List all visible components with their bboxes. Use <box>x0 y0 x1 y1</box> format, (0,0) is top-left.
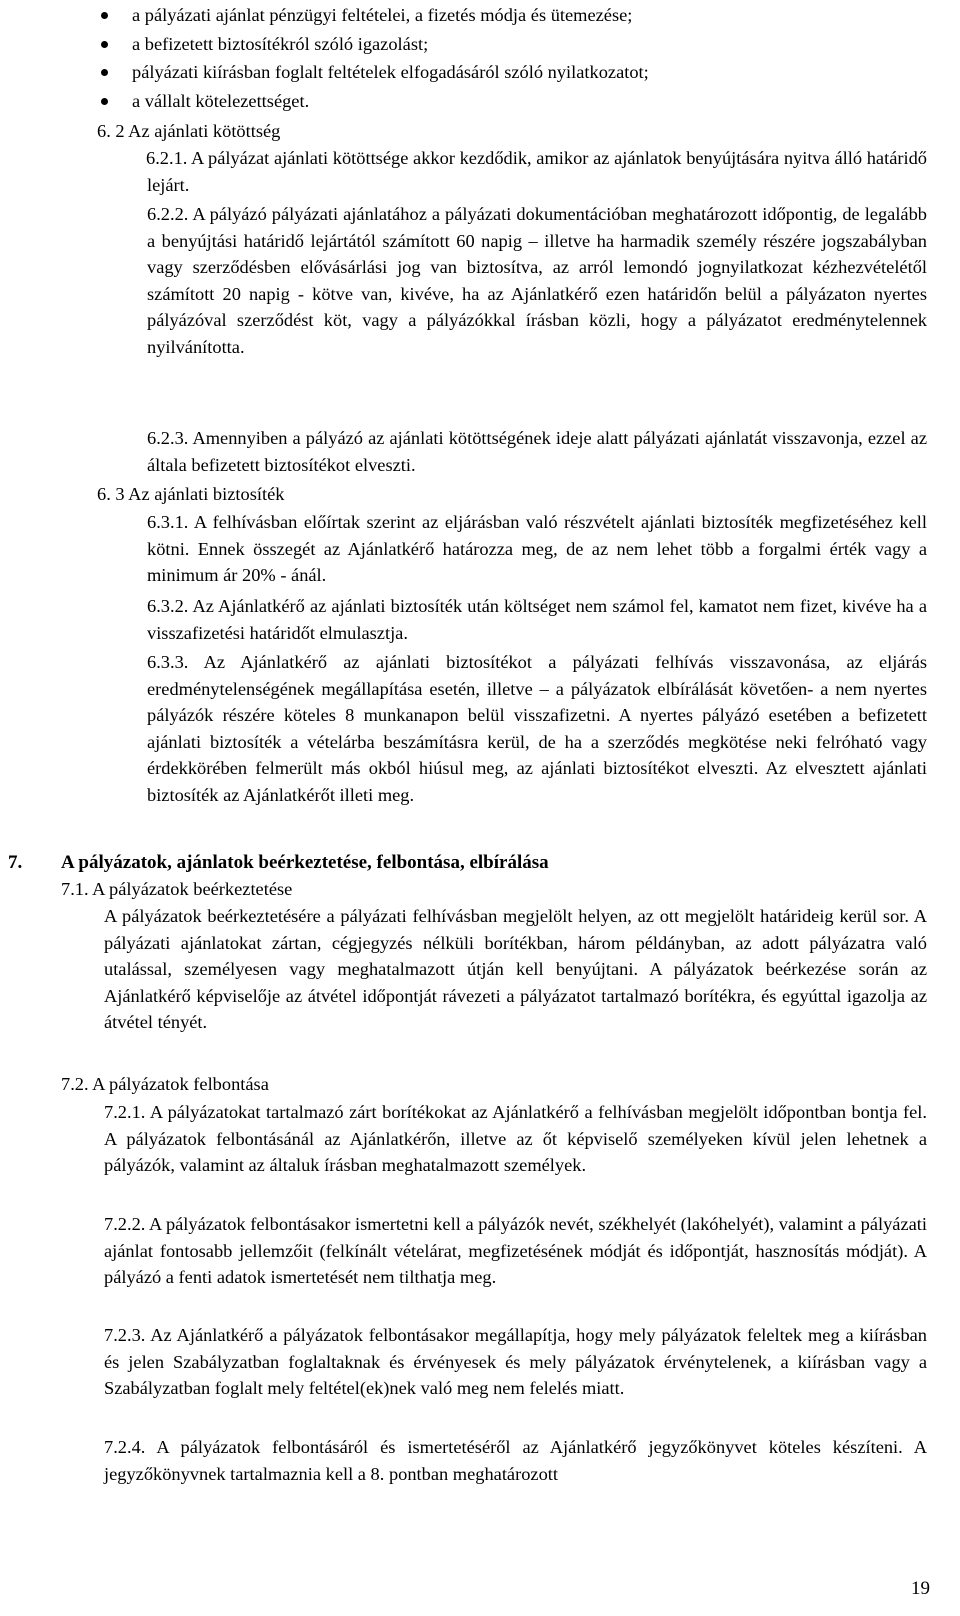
list-item: a befizetett biztosítékról szóló igazolást; <box>98 31 928 60</box>
paragraph-6-3-3: 6.3.3. Az Ajánlatkérő az ajánlati biztosítékot a pályázati felhívás visszavonása, az eljárás eredménytelenségének megállapítása esetén, illetve – a pályázatok elbírálását követően- a nem nyertes pályázók részére köteles 8 munkanapon belül visszafizetni. A nyertes pályázó esetében a befizetett ajánlati biztosíték a vételárba beszámításra kerül, de ha a szerződés megkötése neki felróható vagy érdekkörében felmerült más okból hiúsul meg, az ajánlati biztosítékot elveszti. Az elvesztett ajánlati biztosíték az Ajánlatkérőt illeti meg. <box>147 652 927 805</box>
section-heading-6-2: 6. 2 Az ajánlati kötöttség <box>97 121 281 141</box>
section-heading-7-2: 7.2. A pályázatok felbontása <box>61 1074 269 1094</box>
requirements-list <box>98 2 928 116</box>
list-item: a pályázati ajánlat pénzügyi feltételei, a fizetés módja és ütemezése; <box>98 2 928 31</box>
bullet-icon <box>101 69 108 76</box>
paragraph-6-3-2: 6.3.2. Az Ajánlatkérő az ajánlati biztosíték után költséget nem számol fel, kamatot nem fizet, kivéve ha a visszafizetési határidőt elmulasztja. <box>147 596 927 643</box>
paragraph-6-3-1: 6.3.1. A felhívásban előírtak szerint az eljárásban való részvételt ajánlati biztosíték megfizetéséhez kell kötni. Ennek összegét az Ajánlatkérő határozza meg, de az nem lehet több a forgalmi érték vagy a minimum ár 20% - ánál. <box>147 512 927 585</box>
paragraph-7-2-2: 7.2.2. A pályázatok felbontásakor ismertetni kell a pályázók nevét, székhelyét (lakóhelyét), valamint a pályázati ajánlat fontosabb jellemzőit (felkínált vételárat, megfizetésének módját és időpontját, hasznosítás módját). A pályázó a fenti adatok ismertetését nem tilthatja meg. <box>104 1214 927 1287</box>
paragraph-6-2-3: 6.2.3. Amennyiben a pályázó az ajánlati kötöttségének ideje alatt pályázati ajánlatát visszavonja, ezzel az általa befizetett biztosítékot elveszti. <box>147 428 927 475</box>
section-heading-6-3: 6. 3 Az ajánlati biztosíték <box>97 484 285 504</box>
list-item: a vállalt kötelezettséget. <box>98 88 928 117</box>
section-number: 7. <box>8 852 23 873</box>
section-title: A pályázatok, ajánlatok beérkeztetése, felbontása, elbírálása <box>61 852 549 873</box>
paragraph-7-2-1: 7.2.1. A pályázatokat tartalmazó zárt borítékokat az Ajánlatkérő a felhívásban megjelölt időpontban bontja fel. A pályázatok felbontásánál az Ajánlatkérőn, illetve az őt képviselő személyeken kívül jelen lehetnek a pályázók, valamint az általuk írásban meghatalmazott személyek. <box>104 1102 927 1175</box>
paragraph-6-2-1: 6.2.1. A pályázat ajánlati kötöttsége akkor kezdődik, amikor az ajánlatok benyújtására nyitva álló határidő lejárt. <box>146 148 927 195</box>
page-number: 19 <box>911 1578 930 1599</box>
list-item: pályázati kiírásban foglalt feltételek elfogadásáról szóló nyilatkozatot; <box>98 59 928 88</box>
paragraph-7-2-4: 7.2.4. A pályázatok felbontásáról és ismertetéséről az Ajánlatkérő jegyzőkönyvet köteles készíteni. A jegyzőkönyvnek tartalmaznia kell a 8. pontban meghatározott <box>104 1437 927 1484</box>
bullet-icon <box>101 41 108 48</box>
bullet-icon <box>101 98 108 105</box>
paragraph-7-2-3: 7.2.3. Az Ajánlatkérő a pályázatok felbontásakor megállapítja, hogy mely pályázatok feleltek meg a kiírásban és jelen Szabályzatban foglaltaknak és érvényesek és mely pályázatok érvénytelenek, a kiírásban vagy a Szabályzatban foglalt mely feltétel(ek)nek való meg nem felelés miatt. <box>104 1325 927 1398</box>
section-heading-7-1: 7.1. A pályázatok beérkeztetése <box>61 879 293 899</box>
bullet-icon <box>101 12 108 19</box>
paragraph-7-1: A pályázatok beérkeztetésére a pályázati felhívásban megjelölt helyen, az ott megjelölt határideig kerül sor. A pályázati ajánlatokat zártan, cégjegyzés nélküli borítékban, három példányban, az adott pályázatra való utalással, személyesen vagy meghatalmazott útján kell benyújtani. A pályázatok beérkezése során az Ajánlatkérő képviselője az átvétel időpontját rávezeti a pályázatot tartalmazó borítékra, és egyúttal igazolja az átvétel tényét. <box>104 906 927 1032</box>
paragraph-6-2-2: 6.2.2. A pályázó pályázati ajánlatához a pályázati dokumentációban meghatározott időpontig, de legalább a benyújtási határidő lejártától számított 60 napig – illetve ha harmadik személy részére jogszabályban vagy szerződésben elővásárlási jog van biztosítva, az arról lemondó jognyilatkozat kézhezvételétől számított 20 napig - kötve van, kivéve, ha az Ajánlatkérő ezen határidőn belül a pályázaton nyertes pályázóval szerződést köt, vagy a pályázókkal írásban közli, hogy a pályázatot eredménytelennek nyilvánította. <box>147 204 927 357</box>
